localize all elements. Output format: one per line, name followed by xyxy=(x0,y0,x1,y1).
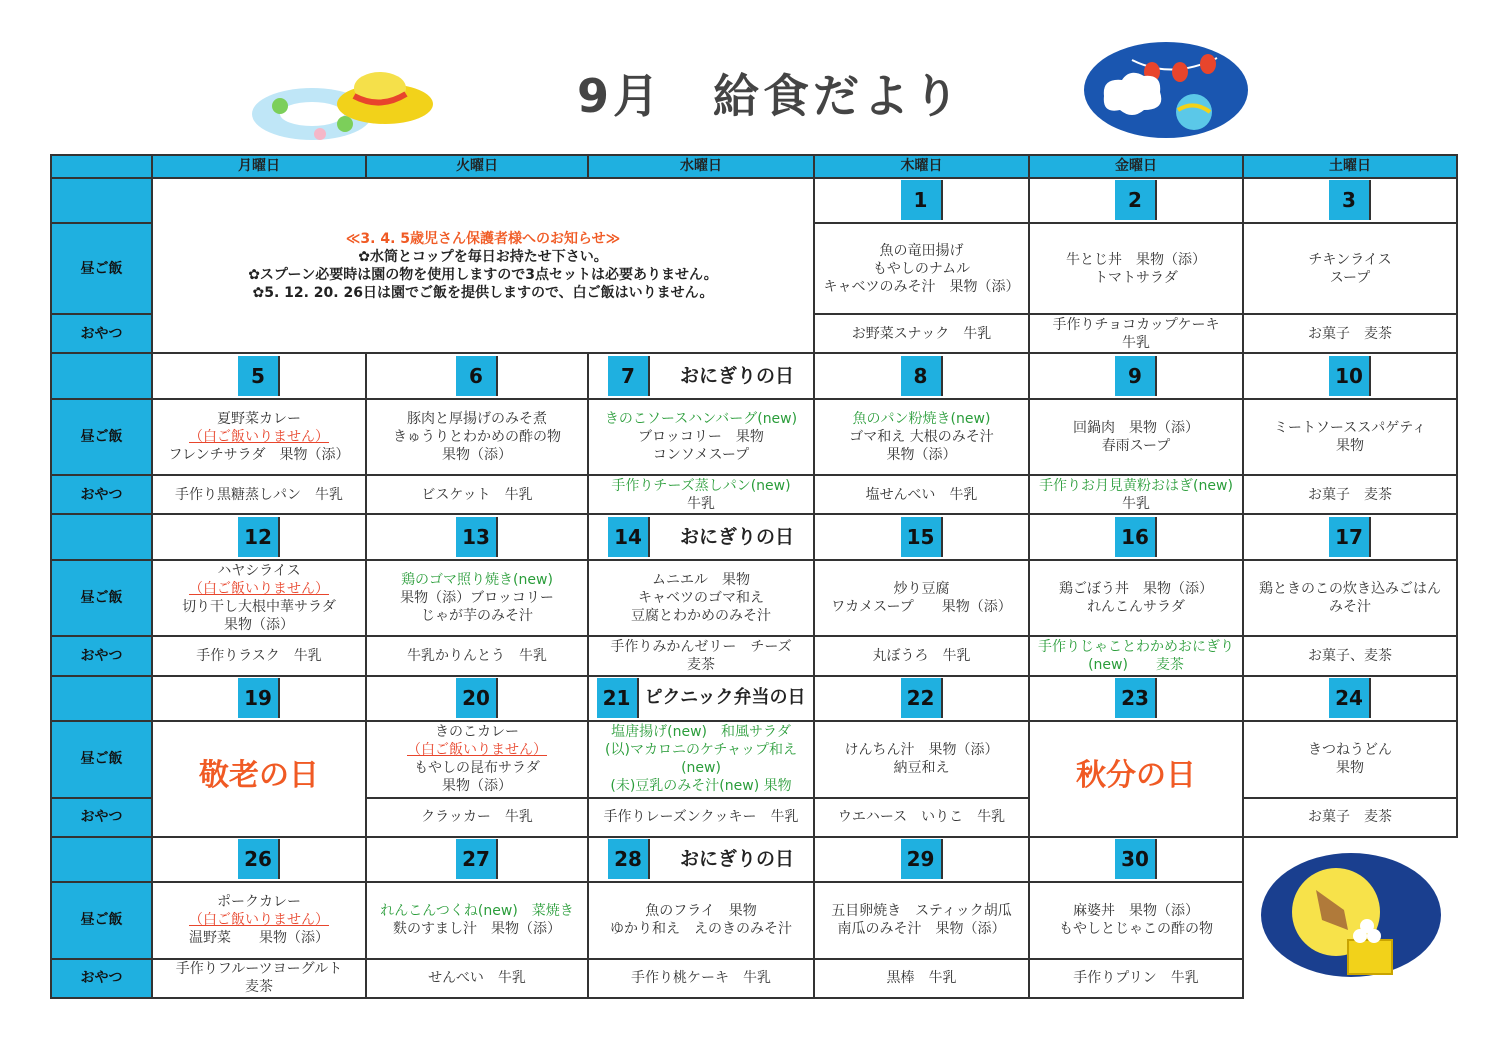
menu-line: ウエハース いりこ 牛乳 xyxy=(837,809,1006,826)
menu-line: 丸ぼうろ 牛乳 xyxy=(872,647,971,664)
date-number: 28 xyxy=(608,839,650,879)
menu-line: 回鍋肉 果物（添） xyxy=(1073,420,1199,436)
menu-line: れんこんサラダ xyxy=(1087,599,1185,616)
date-cell xyxy=(366,676,588,721)
header-friday: 金曜日 xyxy=(1029,155,1243,178)
holiday-cell xyxy=(1029,721,1243,837)
lunch-row xyxy=(51,399,1457,475)
lunch-row xyxy=(51,721,1457,797)
menu-line: きのこカレー xyxy=(435,724,519,741)
lunch-cell xyxy=(814,721,1029,797)
menu-line: 果物（添） xyxy=(442,447,512,463)
menu-line: （白ご飯いりません） xyxy=(189,581,329,598)
side-blank xyxy=(51,514,152,559)
menu-line: きつねうどん xyxy=(1308,742,1392,759)
menu-line: 手作りお月見黄粉おはぎ(new) xyxy=(1039,477,1233,494)
snack-cell xyxy=(814,798,1029,837)
menu-line: 切り干し大根中華サラダ xyxy=(182,599,336,616)
date-row xyxy=(51,178,1457,223)
menu-line: （白ご飯いりません） xyxy=(189,912,329,929)
date-number: 15 xyxy=(901,517,943,557)
menu-line: ポークカレー xyxy=(217,894,301,911)
menu-line: 果物（添） xyxy=(886,447,957,463)
date-cell xyxy=(1243,178,1457,223)
page-title: 9月 給食だより xyxy=(576,69,963,123)
menu-line: きゅうりとわかめの酢の物 xyxy=(393,429,561,445)
date-cell xyxy=(1243,676,1457,721)
lunch-cell xyxy=(366,721,588,797)
menu-line: （白ご飯いりません） xyxy=(407,742,547,759)
menu-line: お菓子 麦茶 xyxy=(1308,325,1392,342)
lunch-cell xyxy=(814,399,1029,475)
menu-line: 手作りじゃことわかめおにぎり xyxy=(1038,638,1234,655)
date-number: 1 xyxy=(901,180,943,220)
menu-line: 魚の竜田揚げ xyxy=(879,242,964,259)
menu-line: 手作りレーズンクッキー 牛乳 xyxy=(603,809,799,826)
row-label-snack: おやつ xyxy=(51,475,152,514)
row-label-snack: おやつ xyxy=(51,959,152,998)
menu-line: じゃが芋のみそ汁 xyxy=(421,608,533,625)
date-number: 26 xyxy=(238,839,280,879)
snack-cell xyxy=(814,314,1029,353)
lunch-cell xyxy=(814,223,1029,314)
snack-cell xyxy=(1243,798,1457,837)
menu-line: 手作り黒糖蒸しパン 牛乳 xyxy=(175,486,343,503)
menu-line: 鶏ごぼう丼 果物（添） xyxy=(1059,581,1213,598)
date-number: 29 xyxy=(901,839,943,879)
menu-line: 麦茶 xyxy=(687,656,715,673)
lunch-cell xyxy=(1243,223,1457,314)
date-number: 6 xyxy=(456,356,498,396)
lunch-cell xyxy=(1243,721,1457,797)
menu-line: 手作りチョコカップケーキ xyxy=(1052,316,1220,333)
lunch-cell xyxy=(1029,399,1243,475)
menu-line: 塩せんべい 牛乳 xyxy=(865,486,978,503)
date-row xyxy=(51,353,1457,398)
menu-line: ハヤシライス xyxy=(217,563,301,580)
side-blank xyxy=(51,353,152,398)
date-row xyxy=(51,837,1457,882)
lunch-cell xyxy=(814,882,1029,958)
lunch-cell xyxy=(588,560,814,636)
menu-line: 牛乳 xyxy=(687,495,715,512)
lunch-cell xyxy=(152,560,366,636)
menu-line: みそ汁 xyxy=(1329,599,1371,616)
menu-line: 牛乳 xyxy=(1122,495,1150,512)
menu-line: 果物 xyxy=(1336,438,1364,454)
menu-line: ブロッコリー 果物 xyxy=(638,429,764,445)
menu-line: 春雨スープ xyxy=(1101,438,1171,454)
date-cell xyxy=(814,353,1029,398)
menu-line: 麩のすまし汁 果物（添） xyxy=(393,921,561,938)
date-number: 2 xyxy=(1115,180,1157,220)
snack-cell xyxy=(366,959,588,998)
menu-line: お菓子 麦茶 xyxy=(1308,486,1392,503)
date-number: 23 xyxy=(1115,678,1157,718)
menu-line: ゴマ和え 大根のみそ汁 xyxy=(849,429,994,445)
snack-cell xyxy=(152,475,366,514)
date-cell xyxy=(1243,514,1457,559)
snack-cell xyxy=(814,475,1029,514)
menu-line: 炒り豆腐 xyxy=(893,581,950,598)
snack-cell xyxy=(814,636,1029,675)
menu-line: お菓子 麦茶 xyxy=(1308,809,1392,826)
menu-line: コンソメスープ xyxy=(652,447,750,463)
date-number: 17 xyxy=(1329,517,1371,557)
menu-line: キャベツのゴマ和え xyxy=(638,590,764,607)
menu-line: 豆腐とわかめのみそ汁 xyxy=(631,608,771,625)
side-blank xyxy=(51,178,152,223)
lunch-cell xyxy=(588,399,814,475)
row-label-snack: おやつ xyxy=(51,314,152,353)
snack-cell xyxy=(1243,636,1457,675)
menu-line: 手作りラスク 牛乳 xyxy=(196,647,322,664)
snack-cell xyxy=(588,959,814,998)
date-number: 20 xyxy=(456,678,498,718)
menu-line: お菓子、麦茶 xyxy=(1308,647,1392,664)
date-cell xyxy=(1029,514,1243,559)
date-cell xyxy=(814,178,1029,223)
menu-line: クラッカー 牛乳 xyxy=(421,809,533,826)
snack-cell xyxy=(1029,475,1243,514)
weekday-header-row xyxy=(51,155,1457,178)
date-number: 19 xyxy=(238,678,280,718)
snack-cell xyxy=(1029,314,1243,353)
menu-line: チキンライス xyxy=(1308,251,1392,268)
date-number: 16 xyxy=(1115,517,1157,557)
date-cell xyxy=(588,353,814,398)
date-cell xyxy=(152,514,366,559)
snack-row xyxy=(51,636,1457,675)
date-cell xyxy=(588,676,814,721)
date-number: 5 xyxy=(238,356,280,396)
menu-line: 鶏ときのこの炊き込みごはん xyxy=(1259,581,1441,598)
notice-line: ✿スプーン必要時は園の物を使用しますので3点セットは必要ありません。 xyxy=(248,266,718,283)
menu-line: 黒棒 牛乳 xyxy=(886,970,957,987)
holiday-name: 敬老の日 xyxy=(199,758,319,794)
menu-line: スープ xyxy=(1329,269,1371,286)
snack-cell xyxy=(588,798,814,837)
corner-cell xyxy=(51,155,152,178)
header-saturday: 土曜日 xyxy=(1243,155,1457,178)
row-label-lunch: 昼ご飯 xyxy=(51,223,152,314)
snack-cell xyxy=(814,959,1029,998)
date-cell xyxy=(1029,353,1243,398)
date-number: 24 xyxy=(1329,678,1371,718)
menu-line: 夏野菜カレー xyxy=(217,411,301,427)
lunch-cell xyxy=(1029,223,1243,314)
lunch-cell xyxy=(152,882,366,958)
lunch-cell xyxy=(152,399,366,475)
header-thursday: 木曜日 xyxy=(814,155,1029,178)
day-event-label: おにぎりの日 xyxy=(679,526,794,549)
menu-line: 南瓜のみそ汁 果物（添） xyxy=(837,921,1006,938)
date-row xyxy=(51,514,1457,559)
row-label-snack: おやつ xyxy=(51,798,152,837)
lunch-cell xyxy=(1029,882,1243,958)
summer-festival-illustration xyxy=(1082,40,1250,140)
date-cell xyxy=(366,837,588,882)
menu-line: (以)マカロニのケチャップ和え(new) xyxy=(605,742,797,777)
date-number: 21 xyxy=(597,678,639,718)
snack-cell xyxy=(366,475,588,514)
date-number: 8 xyxy=(901,356,943,396)
parent-notice xyxy=(152,178,814,354)
snack-cell xyxy=(1243,475,1457,514)
snack-row xyxy=(51,475,1457,514)
menu-line: 牛乳かりんとう 牛乳 xyxy=(407,647,547,664)
date-number: 27 xyxy=(456,839,498,879)
menu-line: 手作り桃ケーキ 牛乳 xyxy=(631,970,771,987)
day-event-label: おにぎりの日 xyxy=(679,365,794,388)
lunch-cell xyxy=(366,399,588,475)
date-cell xyxy=(366,353,588,398)
date-row xyxy=(51,676,1457,721)
menu-line: 魚のパン粉焼き(new) xyxy=(852,411,991,427)
menu-line: (未)豆乳のみそ汁(new) 果物 xyxy=(610,778,792,795)
date-cell xyxy=(814,837,1029,882)
snack-cell xyxy=(588,475,814,514)
menu-line: けんちん汁 果物（添） xyxy=(844,742,999,759)
snack-cell xyxy=(366,636,588,675)
date-cell xyxy=(1029,837,1243,882)
header-monday: 月曜日 xyxy=(152,155,366,178)
date-cell xyxy=(152,676,366,721)
menu-line: れんこんつくね(new) 菜焼き xyxy=(380,903,574,920)
menu-line: 牛とじ丼 果物（添） xyxy=(1066,251,1206,268)
menu-line: せんべい 牛乳 xyxy=(428,970,526,987)
moon-viewing-illustration xyxy=(1256,850,1446,990)
date-cell xyxy=(152,353,366,398)
date-number: 12 xyxy=(238,517,280,557)
header-tuesday: 火曜日 xyxy=(366,155,588,178)
menu-calendar xyxy=(50,154,1458,999)
snack-cell xyxy=(1029,959,1243,998)
menu-line: 手作りプリン 牛乳 xyxy=(1073,970,1199,987)
menu-line: ムニエル 果物 xyxy=(652,572,750,589)
notice-line: ✿5. 12. 20. 26日は園でご飯を提供しますので、白ご飯はいりません。 xyxy=(252,284,714,301)
snack-cell xyxy=(152,636,366,675)
snack-cell xyxy=(1029,636,1243,675)
menu-line: 魚のフライ 果物 xyxy=(645,903,757,920)
menu-line: 手作りチーズ蒸しパン(new) xyxy=(611,477,791,494)
menu-line: 豚肉と厚揚げのみそ煮 xyxy=(407,411,547,427)
lunch-cell xyxy=(588,882,814,958)
date-cell xyxy=(366,514,588,559)
lunch-row xyxy=(51,560,1457,636)
menu-line: ゆかり和え えのきのみそ汁 xyxy=(610,921,792,938)
menu-line: 手作りみかんゼリー チーズ xyxy=(610,638,792,655)
menu-line: ビスケット 牛乳 xyxy=(421,486,533,503)
menu-line: もやしのナムル xyxy=(872,260,971,277)
date-number: 14 xyxy=(608,517,650,557)
date-number: 13 xyxy=(456,517,498,557)
date-cell xyxy=(588,514,814,559)
menu-line: もやしとじゃこの酢の物 xyxy=(1059,921,1213,938)
row-label-lunch: 昼ご飯 xyxy=(51,882,152,958)
date-cell xyxy=(588,837,814,882)
menu-line: ミートソーススパゲティ xyxy=(1273,420,1427,436)
menu-line: 温野菜 果物（添） xyxy=(189,930,329,947)
date-cell xyxy=(1029,178,1243,223)
holiday-cell xyxy=(152,721,366,837)
snack-cell xyxy=(588,636,814,675)
menu-line: （白ご飯いりません） xyxy=(189,429,329,445)
lunch-cell xyxy=(366,882,588,958)
menu-line: ワカメスープ 果物（添） xyxy=(831,599,1012,616)
date-cell xyxy=(814,514,1029,559)
menu-line: 麻婆丼 果物（添） xyxy=(1073,903,1199,920)
date-number: 22 xyxy=(901,678,943,718)
menu-line: 麦茶 xyxy=(245,979,273,996)
row-label-lunch: 昼ご飯 xyxy=(51,721,152,797)
date-number: 3 xyxy=(1329,180,1371,220)
menu-line: トマトサラダ xyxy=(1094,269,1178,286)
lunch-cell xyxy=(366,560,588,636)
menu-line: 果物（添）ブロッコリー xyxy=(400,590,554,607)
day-event-label: おにぎりの日 xyxy=(679,848,794,871)
lunch-cell xyxy=(814,560,1029,636)
menu-line: 果物（添） xyxy=(224,617,294,634)
menu-line: 牛乳 xyxy=(1122,334,1150,351)
menu-line: (new) 麦茶 xyxy=(1088,656,1184,673)
date-cell xyxy=(1243,353,1457,398)
notice-title: ≪3. 4. 5歳児さん保護者様へのお知らせ≫ xyxy=(345,230,621,247)
lunch-cell xyxy=(1243,560,1457,636)
menu-line: 塩唐揚げ(new) 和風サラダ xyxy=(611,724,791,741)
menu-line: フレンチサラダ 果物（添） xyxy=(168,447,350,463)
snack-cell xyxy=(152,959,366,998)
row-label-lunch: 昼ご飯 xyxy=(51,560,152,636)
menu-line: もやしの昆布サラダ xyxy=(414,760,540,777)
date-cell xyxy=(814,676,1029,721)
menu-line: きのこソースハンバーグ(new) xyxy=(604,411,798,427)
summer-float-hat-illustration xyxy=(250,66,435,146)
date-number: 7 xyxy=(608,356,650,396)
row-label-snack: おやつ xyxy=(51,636,152,675)
notice-line: ✿水筒とコップを毎日お持たせ下さい。 xyxy=(358,248,608,265)
menu-line: 五目卵焼き スティック胡瓜 xyxy=(831,903,1012,920)
menu-line: 果物（添） xyxy=(442,778,512,795)
menu-line: キャベツのみそ汁 果物（添） xyxy=(823,278,1020,295)
lunch-cell xyxy=(1029,560,1243,636)
menu-line: 鶏のゴマ照り焼き(new) xyxy=(401,572,553,589)
lunch-cell xyxy=(588,721,814,797)
lunch-cell xyxy=(1243,399,1457,475)
day-event-label: ピクニック弁当の日 xyxy=(644,687,806,709)
menu-line: お野菜スナック 牛乳 xyxy=(851,325,992,342)
side-blank xyxy=(51,837,152,882)
row-label-lunch: 昼ご飯 xyxy=(51,399,152,475)
date-cell xyxy=(1029,676,1243,721)
side-blank xyxy=(51,676,152,721)
snack-cell xyxy=(366,798,588,837)
menu-line: 納豆和え xyxy=(893,760,950,777)
menu-line: 果物 xyxy=(1336,760,1364,777)
date-number: 30 xyxy=(1115,839,1157,879)
menu-line: 手作りフルーツヨーグルト xyxy=(175,961,343,978)
holiday-name: 秋分の日 xyxy=(1076,758,1196,794)
snack-cell xyxy=(1243,314,1457,353)
date-cell xyxy=(152,837,366,882)
date-number: 10 xyxy=(1329,356,1371,396)
header-wednesday: 水曜日 xyxy=(588,155,814,178)
date-number: 9 xyxy=(1115,356,1157,396)
